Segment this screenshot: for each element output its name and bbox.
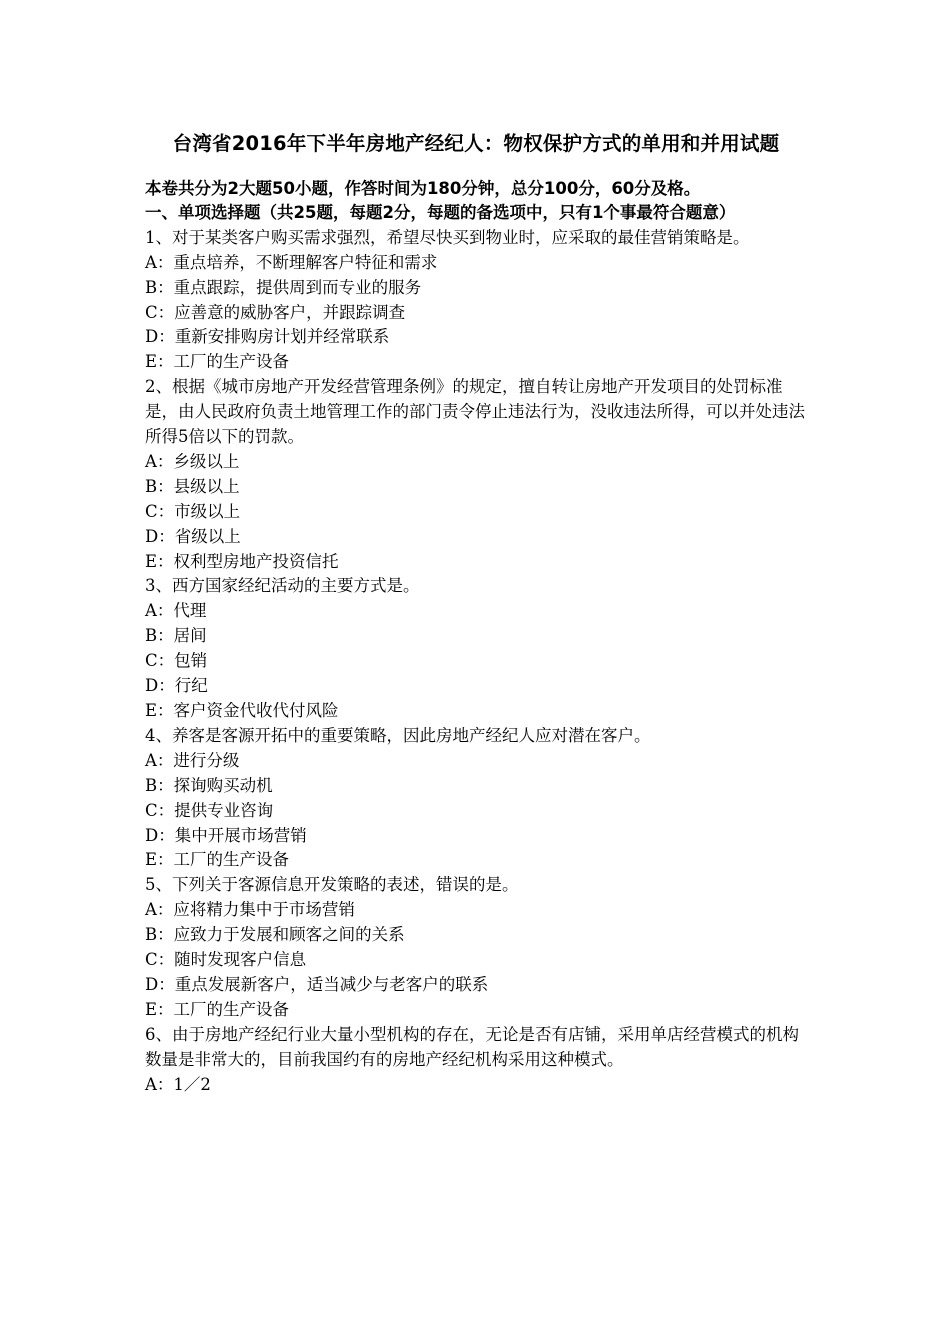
section-heading: 一、单项选择题（共25题，每题2分，每题的备选项中，只有1个事最符合题意） bbox=[145, 203, 736, 222]
answer-option: A：1／2 bbox=[145, 1074, 211, 1094]
answer-option: B：居间 bbox=[145, 626, 207, 646]
answer-option: E：工厂的生产设备 bbox=[145, 999, 290, 1019]
question-block bbox=[145, 1023, 807, 1098]
answer-option: C：随时发现客户信息 bbox=[145, 950, 307, 970]
answer-option: D：集中开展市场营销 bbox=[145, 825, 307, 845]
question-stem: 6、由于房地产经纪行业大量小型机构的存在，无论是否有店铺，采用单店经营模式的机构数量是非常大的，目前我国约有的房地产经纪机构采用这种模式。 bbox=[145, 1024, 799, 1069]
answer-option: C：市级以上 bbox=[145, 501, 241, 521]
question-block bbox=[145, 226, 807, 375]
question-block bbox=[145, 724, 807, 873]
question-stem: 3、西方国家经纪活动的主要方式是。 bbox=[145, 576, 420, 596]
answer-option: C：提供专业咨询 bbox=[145, 800, 274, 820]
question-block bbox=[145, 873, 807, 1022]
answer-option: A：应将精力集中于市场营销 bbox=[145, 900, 355, 920]
answer-option: C：应善意的威胁客户，并跟踪调查 bbox=[145, 302, 406, 322]
question-block bbox=[145, 375, 807, 574]
question-stem: 1、对于某类客户购买需求强烈，希望尽快买到物业时，应采取的最佳营销策略是。 bbox=[145, 227, 750, 247]
answer-option: E：权利型房地产投资信托 bbox=[145, 551, 339, 571]
answer-option: D：重新安排购房计划并经常联系 bbox=[145, 327, 390, 347]
answer-option: E：工厂的生产设备 bbox=[145, 352, 290, 372]
answer-option: D：重点发展新客户，适当减少与老客户的联系 bbox=[145, 974, 489, 994]
answer-option: A：代理 bbox=[145, 601, 207, 621]
document-title: 台湾省2016年下半年房地产经纪人：物权保护方式的单用和并用试题 bbox=[172, 132, 780, 155]
answer-option: A：进行分级 bbox=[145, 750, 240, 770]
answer-option: D：行纪 bbox=[145, 676, 208, 696]
question-list bbox=[145, 226, 807, 1098]
answer-option: A：乡级以上 bbox=[145, 451, 240, 471]
answer-option: D：省级以上 bbox=[145, 526, 241, 546]
answer-option: B：重点跟踪，提供周到而专业的服务 bbox=[145, 277, 422, 297]
answer-option: C：包销 bbox=[145, 651, 208, 671]
document-page bbox=[145, 120, 807, 1098]
question-stem: 5、下列关于客源信息开发策略的表述，错误的是。 bbox=[145, 875, 519, 895]
exam-summary: 本卷共分为2大题50小题，作答时间为180分钟，总分100分，60分及格。 bbox=[145, 179, 701, 198]
answer-option: E：工厂的生产设备 bbox=[145, 850, 290, 870]
answer-option: B：县级以上 bbox=[145, 476, 240, 496]
question-block bbox=[145, 574, 807, 723]
answer-option: B：探询购买动机 bbox=[145, 775, 273, 795]
question-stem: 4、养客是客源开拓中的重要策略，因此房地产经纪人应对潜在客户。 bbox=[145, 725, 651, 745]
answer-option: B：应致力于发展和顾客之间的关系 bbox=[145, 925, 405, 945]
answer-option: A：重点培养，不断理解客户特征和需求 bbox=[145, 252, 438, 272]
question-stem: 2、根据《城市房地产开发经营管理条例》的规定，擅自转让房地产开发项目的处罚标准是，由人民政府负责土地管理工作的部门责令停止违法行为，没收违法所得，可以并处违法所得5倍以下的罚款。 bbox=[145, 377, 805, 447]
answer-option: E：客户资金代收代付风险 bbox=[145, 701, 339, 721]
